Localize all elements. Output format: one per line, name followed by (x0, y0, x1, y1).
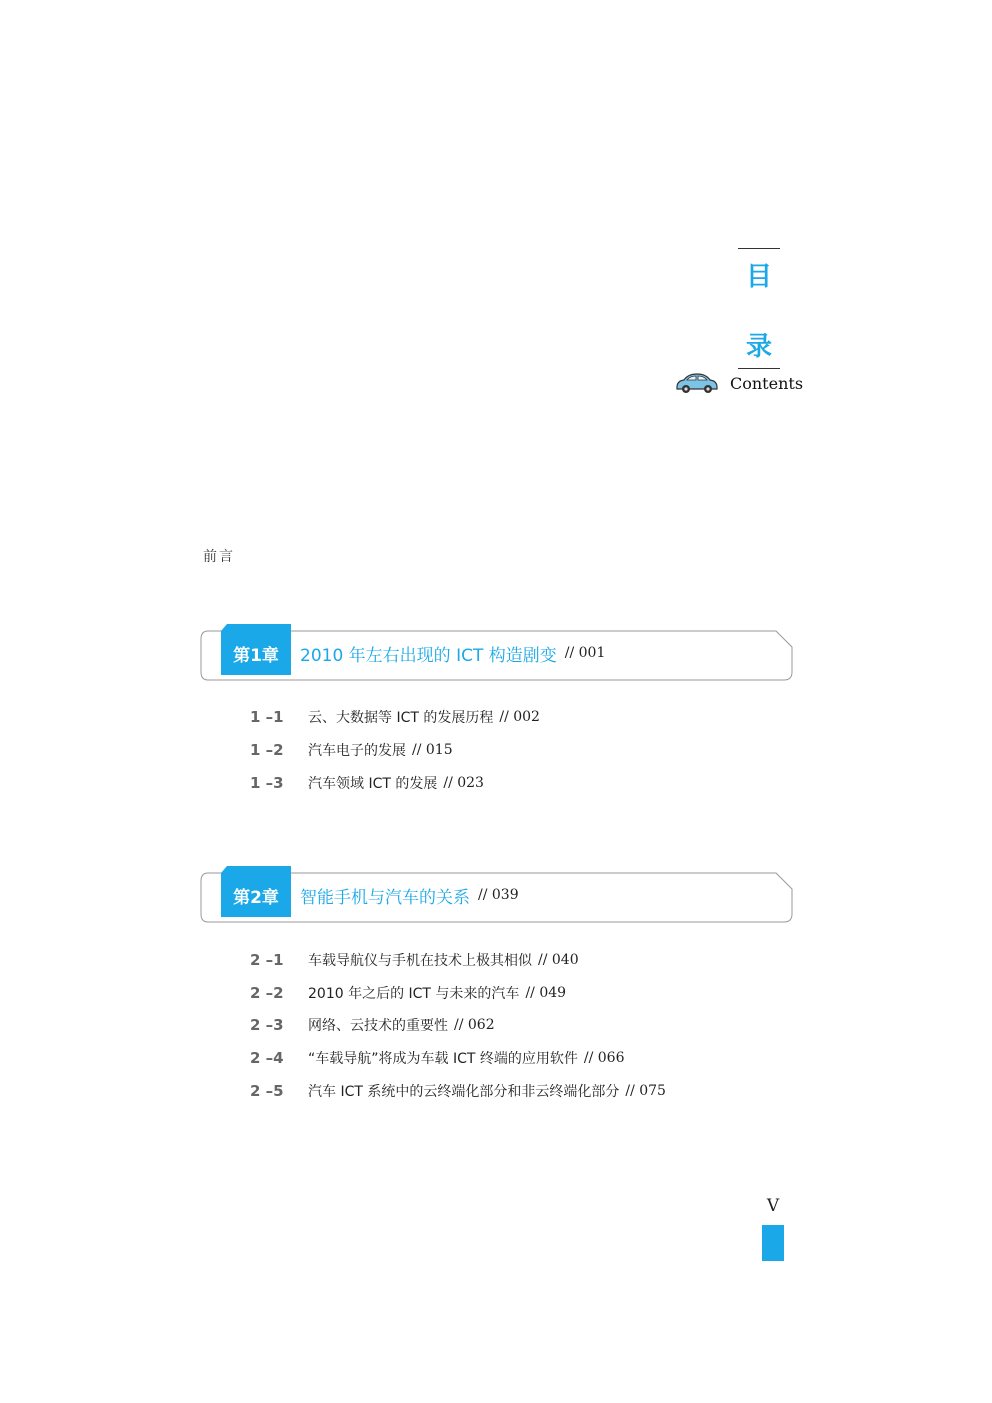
chapter-1-header[interactable] (200, 622, 793, 682)
toc-section[interactable] (250, 739, 453, 761)
section-page: // 062 (454, 1017, 495, 1033)
section-number: 1 –2 (250, 741, 284, 759)
toc-section[interactable] (250, 1014, 495, 1036)
section-title: 汽车电子的发展 (308, 743, 406, 759)
page-number: V (766, 1196, 780, 1216)
section-page: // 040 (538, 952, 579, 968)
section-title: 网络、云技术的重要性 (308, 1018, 448, 1034)
chapter-badge: 第2章 (221, 873, 291, 917)
section-number: 2 –3 (250, 1016, 284, 1034)
section-title: 云、大数据等 ICT 的发展历程 (308, 710, 494, 726)
contents-label: Contents (730, 373, 804, 393)
toc-section[interactable] (250, 949, 579, 971)
section-number: 2 –2 (250, 984, 284, 1002)
toc-section[interactable] (250, 1080, 666, 1102)
section-number: 2 –5 (250, 1082, 284, 1100)
section-title: 车载导航仪与手机在技术上极其相似 (308, 953, 532, 969)
section-page: // 002 (499, 709, 540, 725)
chapter-page: // 001 (564, 645, 606, 661)
chapter-title-text: 智能手机与汽车的关系 (300, 887, 470, 908)
toc-section[interactable] (250, 772, 484, 794)
chapter-2-header[interactable] (200, 864, 793, 924)
toc-section[interactable] (250, 1047, 624, 1069)
contents-heading (674, 370, 803, 396)
section-number: 2 –4 (250, 1049, 284, 1067)
toc-section[interactable] (250, 982, 566, 1004)
title-rule-top (738, 248, 780, 249)
chapter-title-text: 2010 年左右出现的 ICT 构造剧变 (300, 645, 557, 666)
section-title: “车载导航”将成为车载 ICT 终端的应用软件 (308, 1051, 578, 1067)
section-number: 1 –3 (250, 774, 284, 792)
section-number: 1 –1 (250, 708, 284, 726)
toc-preface[interactable]: 前言 (203, 549, 235, 565)
title-char-mu: 目 (745, 262, 772, 292)
chapter-title (300, 873, 519, 917)
toc-section[interactable] (250, 706, 540, 728)
section-title: 汽车 ICT 系统中的云终端化部分和非云终端化部分 (308, 1084, 620, 1100)
section-title: 2010 年之后的 ICT 与未来的汽车 (308, 986, 520, 1002)
section-page: // 015 (412, 742, 453, 758)
chapter-page: // 039 (478, 887, 519, 903)
title-char-lu: 录 (745, 332, 772, 362)
section-page: // 066 (583, 1050, 625, 1066)
section-page: // 075 (625, 1083, 666, 1099)
section-title: 汽车领域 ICT 的发展 (308, 776, 438, 792)
section-page: // 023 (443, 775, 484, 791)
section-number: 2 –1 (250, 951, 284, 969)
page-tab-marker (762, 1225, 784, 1261)
chapter-badge: 第1章 (221, 631, 291, 675)
chapter-title (300, 631, 605, 675)
title-rule-bottom (738, 368, 780, 369)
car-icon (674, 372, 720, 394)
section-page: // 049 (525, 985, 567, 1001)
